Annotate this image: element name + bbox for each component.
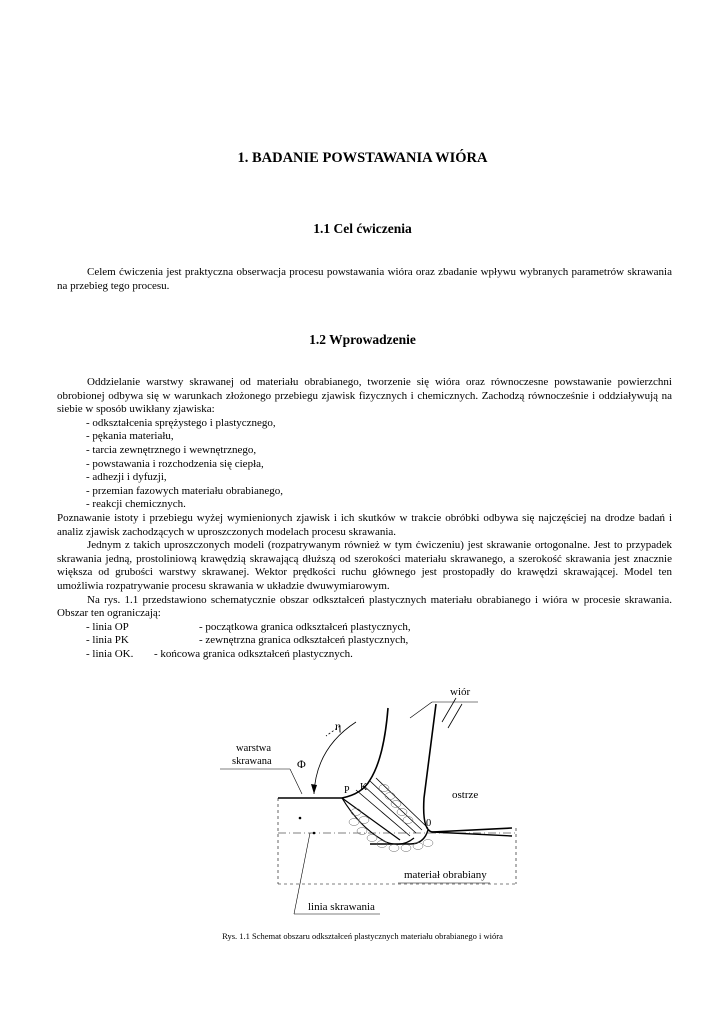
- grain: [401, 845, 411, 852]
- shear-line: [356, 790, 410, 836]
- list-item: - odkształcenia sprężystego i plastycznego,: [86, 416, 276, 429]
- section-heading-introduction: 1.2 Wprowadzenie: [309, 332, 416, 347]
- chip-label: wiór: [450, 686, 471, 698]
- document-title: 1. BADANIE POWSTAWANIA WIÓRA: [237, 150, 488, 166]
- layer-label-leader: [290, 769, 302, 794]
- list-item: - reakcji chemicznych.: [86, 498, 186, 511]
- line-description: - zewnętrzna granica odkształceń plastycznych,: [199, 634, 409, 647]
- line-op: [342, 798, 400, 840]
- introduction-body: [57, 376, 672, 661]
- point-marker: [299, 817, 302, 820]
- arc-arrowhead: [311, 784, 317, 794]
- list-item: - pękania materiału,: [86, 430, 174, 443]
- grain: [391, 801, 401, 808]
- layer-label-line1: warstwa: [236, 743, 271, 754]
- list-item: - powstawania i rozchodzenia się ciepła,: [86, 457, 264, 470]
- line-name: - linia PK: [86, 634, 129, 647]
- tool-flank-face: [432, 832, 512, 836]
- phi-label: Φ: [297, 757, 306, 771]
- point-p-label: P: [344, 785, 350, 796]
- list-item: [57, 648, 672, 662]
- grain: [357, 828, 367, 835]
- figure-reference-paragraph: Na rys. 1.1 przedstawiono schematycznie obszar odkształceń plastycznych materiału obrabianego i wióra w procesie skrawania. Obszar ten ograniczają:: [57, 593, 672, 620]
- point-o-label: 0: [426, 818, 432, 829]
- point-marker: [313, 832, 316, 835]
- list-item: - adhezji i dyfuzji,: [86, 471, 167, 484]
- phenomena-list: [57, 417, 672, 512]
- boundary-lines-list: [57, 621, 672, 662]
- list-item: [57, 621, 672, 635]
- shear-line: [370, 781, 422, 830]
- list-item: - przemian fazowych materiału obrabianego,: [86, 484, 283, 497]
- section-heading-goal: 1.1 Cel ćwiczenia: [313, 221, 412, 236]
- eta-label: η: [335, 719, 342, 733]
- cut-line-label: linia skrawania: [308, 901, 375, 913]
- list-item: - tarcia zewnętrznego i wewnętrznego,: [86, 443, 257, 456]
- workpiece-label: materiał obrabiany: [404, 869, 487, 881]
- grain: [423, 840, 433, 847]
- intro-paragraph: Oddzielanie warstwy skrawanej od materiału obrabianego, tworzenie się wióra oraz równoczesne powstawanie powierzchni obrobionej odbywa się w warunkach złożonego przebiegu zjawisk fizycznych i chemicznych. Zachodzą równocześnie i oddziaływują na siebie w sposób uwikłany zjawiska:: [57, 376, 672, 416]
- tool-rake-face: [424, 704, 512, 832]
- list-item: [57, 634, 672, 648]
- goal-paragraph: Celem ćwiczenia jest praktyczna obserwacja procesu powstawania wióra oraz zbadanie wpływu wybranych parametrów skrawania na przebieg tego procesu.: [57, 266, 672, 292]
- study-paragraph: Poznawanie istoty i przebiegu wyżej wymienionych zjawisk i ich skutków w trakcie obróbki odbywa się najczęściej na drodze badań i analiz zjawisk zachodzących w uproszczonych modelach procesu skrawania.: [57, 511, 672, 538]
- chip-label-leader: [410, 702, 432, 718]
- line-name: - linia OK.: [86, 647, 134, 660]
- line-name: - linia OP: [86, 620, 129, 633]
- tool-label: ostrze: [452, 789, 479, 801]
- grain: [351, 809, 361, 816]
- line-description: - końcowa granica odkształceń plastycznych.: [154, 647, 353, 660]
- line-description: - początkowa granica odkształceń plastycznych,: [199, 620, 411, 633]
- layer-label-line2: skrawana: [232, 756, 272, 767]
- grain: [389, 845, 399, 852]
- figure-caption: Rys. 1.1 Schemat obszaru odkształceń plastycznych materiału obrabianego i wióra: [222, 931, 503, 941]
- point-k-label: K: [360, 782, 368, 793]
- orthogonal-paragraph: Jednym z takich uproszczonych modeli (rozpatrywanym również w tym ćwiczeniu) jest skrawanie ortogonalne. Jest to przypadek skrawania jedną, prostoliniową krawędzią skrawającą dłuższą od szerokości materiału skrawanego, a szerokość skrawania jest znacznie większa od grubości warstwy skrawanej. Wektor prędkości ruchu głównego jest prostopadły do krawędzi skrawającej. Model ten umożliwia rozpatrywanie procesu skrawania w układzie dwuwymiarowym.: [57, 539, 672, 592]
- cutting-zone-diagram: [210, 678, 530, 918]
